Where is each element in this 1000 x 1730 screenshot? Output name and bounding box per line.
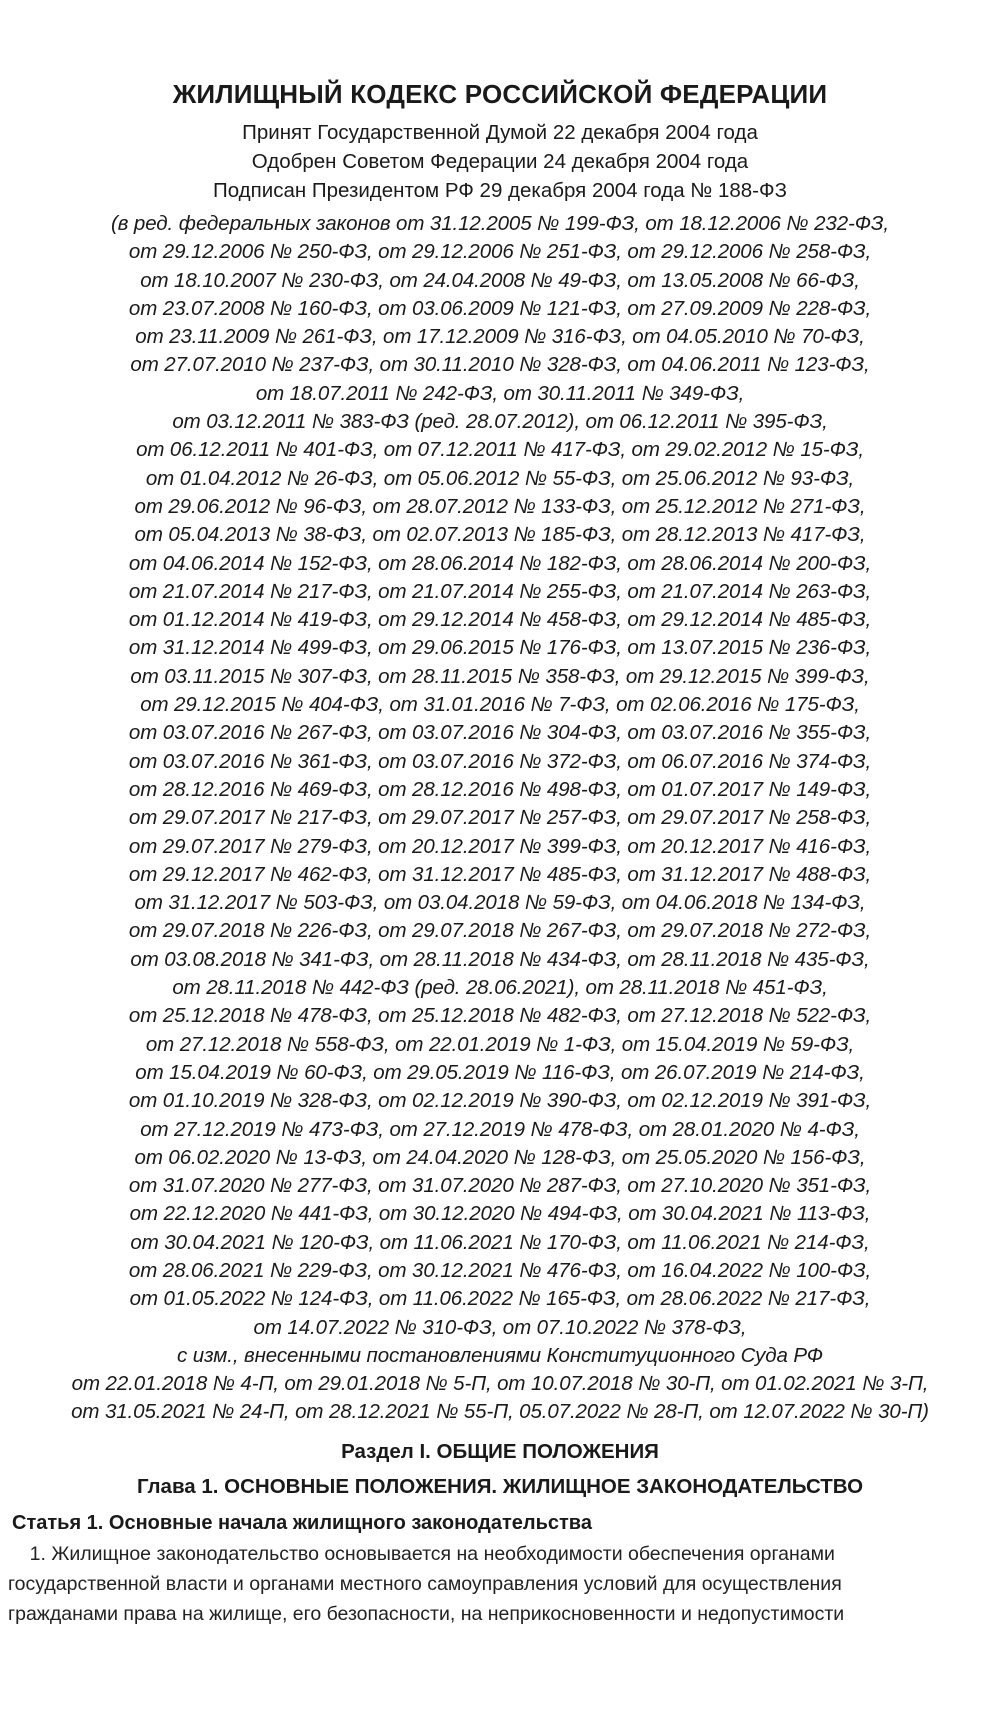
adoption-line-duma: Принят Государственной Думой 22 декабря 2004 года bbox=[242, 121, 758, 144]
amendment-line: от 29.07.2017 № 217-ФЗ, от 29.07.2017 № 257-ФЗ, от 29.07.2017 № 258-ФЗ, bbox=[128, 806, 872, 830]
amendment-line: от 30.04.2021 № 120-ФЗ, от 11.06.2021 № 170-ФЗ, от 11.06.2021 № 214-ФЗ, bbox=[130, 1230, 870, 1254]
amendment-line: от 03.07.2016 № 267-ФЗ, от 03.07.2016 № 304-ФЗ, от 03.07.2016 № 355-ФЗ, bbox=[128, 721, 872, 745]
amendment-line: от 06.02.2020 № 13-ФЗ, от 24.04.2020 № 128-ФЗ, от 25.05.2020 № 156-ФЗ, bbox=[134, 1145, 866, 1169]
amendment-line: от 31.12.2014 № 499-ФЗ, от 29.06.2015 № 176-ФЗ, от 13.07.2015 № 236-ФЗ, bbox=[128, 636, 872, 660]
amendment-line: от 25.12.2018 № 478-ФЗ, от 25.12.2018 № 482-ФЗ, от 27.12.2018 № 522-ФЗ, bbox=[128, 1004, 872, 1028]
amendment-line: от 27.07.2010 № 237-ФЗ, от 30.11.2010 № 328-ФЗ, от 04.06.2011 № 123-ФЗ, bbox=[130, 353, 870, 377]
amendment-line: от 31.12.2017 № 503-ФЗ, от 03.04.2018 № 59-ФЗ, от 04.06.2018 № 134-ФЗ, bbox=[134, 891, 866, 915]
amendment-line: от 03.08.2018 № 341-ФЗ, от 28.11.2018 № 434-ФЗ, от 28.11.2018 № 435-ФЗ, bbox=[130, 947, 870, 971]
amendment-line: от 01.04.2012 № 26-ФЗ, от 05.06.2012 № 55-ФЗ, от 25.06.2012 № 93-ФЗ, bbox=[145, 466, 855, 490]
section-title: Раздел I. ОБЩИЕ ПОЛОЖЕНИЯ bbox=[341, 1440, 659, 1463]
amendment-line: от 01.05.2022 № 124-ФЗ, от 11.06.2022 № 165-ФЗ, от 28.06.2022 № 217-ФЗ, bbox=[129, 1287, 871, 1311]
amendment-line: от 28.06.2021 № 229-ФЗ, от 30.12.2021 № 476-ФЗ, от 16.04.2022 № 100-ФЗ, bbox=[128, 1258, 872, 1282]
amendment-line: от 03.07.2016 № 361-ФЗ, от 03.07.2016 № 372-ФЗ, от 06.07.2016 № 374-ФЗ, bbox=[128, 749, 872, 773]
amendment-line: от 01.12.2014 № 419-ФЗ, от 29.12.2014 № 458-ФЗ, от 29.12.2014 № 485-ФЗ, bbox=[128, 608, 872, 632]
amendment-line: от 05.04.2013 № 38-ФЗ, от 02.07.2013 № 185-ФЗ, от 28.12.2013 № 417-ФЗ, bbox=[134, 523, 866, 547]
amendment-line: от 29.12.2015 № 404-ФЗ, от 31.01.2016 № 7-ФЗ, от 02.06.2016 № 175-ФЗ, bbox=[140, 693, 860, 717]
amendment-line: от 01.10.2019 № 328-ФЗ, от 02.12.2019 № 390-ФЗ, от 02.12.2019 № 391-ФЗ, bbox=[128, 1089, 872, 1113]
adoption-line-federation-council: Одобрен Советом Федерации 24 декабря 2004 года bbox=[251, 150, 749, 173]
article-body-line: 1. Жилищное законодательство основывается на необходимости обеспечения органами bbox=[8, 1543, 835, 1565]
amendment-line: от 31.05.2021 № 24-П, от 28.12.2021 № 55-П, 05.07.2022 № 28-П, от 12.07.2022 № 30-П) bbox=[71, 1400, 929, 1424]
amendment-line: от 29.07.2018 № 226-ФЗ, от 29.07.2018 № 267-ФЗ, от 29.07.2018 № 272-ФЗ, bbox=[128, 919, 872, 943]
amendments-list bbox=[0, 210, 1000, 1427]
article-title: Статья 1. Основные начала жилищного законодательства bbox=[12, 1512, 592, 1534]
amendment-line: от 21.07.2014 № 217-ФЗ, от 21.07.2014 № 255-ФЗ, от 21.07.2014 № 263-ФЗ, bbox=[128, 579, 872, 603]
amendment-line: от 03.11.2015 № 307-ФЗ, от 28.11.2015 № 358-ФЗ, от 29.12.2015 № 399-ФЗ, bbox=[130, 664, 870, 688]
amendment-line: от 03.12.2011 № 383-ФЗ (ред. 28.07.2012), от 06.12.2011 № 395-ФЗ, bbox=[172, 410, 828, 434]
amendment-line: от 29.07.2017 № 279-ФЗ, от 20.12.2017 № 399-ФЗ, от 20.12.2017 № 416-ФЗ, bbox=[128, 834, 872, 858]
amendment-line: (в ред. федеральных законов от 31.12.2005 № 199-ФЗ, от 18.12.2006 № 232-ФЗ, bbox=[111, 212, 889, 235]
amendment-line: от 29.06.2012 № 96-ФЗ, от 28.07.2012 № 133-ФЗ, от 25.12.2012 № 271-ФЗ, bbox=[134, 494, 866, 518]
article-body bbox=[8, 1539, 984, 1629]
chapter-title: Глава 1. ОСНОВНЫЕ ПОЛОЖЕНИЯ. ЖИЛИЩНОЕ ЗАКОНОДАТЕЛЬСТВО bbox=[136, 1475, 864, 1498]
amendment-line: от 23.11.2009 № 261-ФЗ, от 17.12.2009 № 316-ФЗ, от 04.05.2010 № 70-ФЗ, bbox=[135, 325, 865, 349]
amendment-line: от 15.04.2019 № 60-ФЗ, от 29.05.2019 № 116-ФЗ, от 26.07.2019 № 214-ФЗ, bbox=[135, 1060, 865, 1084]
amendment-line: от 29.12.2006 № 250-ФЗ, от 29.12.2006 № 251-ФЗ, от 29.12.2006 № 258-ФЗ, bbox=[128, 240, 872, 264]
amendment-line: от 27.12.2019 № 473-ФЗ, от 27.12.2019 № 478-ФЗ, от 28.01.2020 № 4-ФЗ, bbox=[140, 1117, 860, 1141]
amendment-line: от 28.11.2018 № 442-ФЗ (ред. 28.06.2021), от 28.11.2018 № 451-ФЗ, bbox=[172, 976, 828, 1000]
article-body-line: государственной власти и органами местного самоуправления условий для осуществления bbox=[8, 1573, 842, 1595]
amendment-line: с изм., внесенными постановлениями Конституционного Суда РФ bbox=[177, 1343, 823, 1367]
amendment-line: от 29.12.2017 № 462-ФЗ, от 31.12.2017 № 485-ФЗ, от 31.12.2017 № 488-ФЗ, bbox=[128, 862, 872, 886]
amendment-line: от 28.12.2016 № 469-ФЗ, от 28.12.2016 № 498-ФЗ, от 01.07.2017 № 149-ФЗ, bbox=[128, 777, 872, 801]
document-title: ЖИЛИЩНЫЙ КОДЕКС РОССИЙСКОЙ ФЕДЕРАЦИИ bbox=[172, 79, 828, 109]
amendment-line: от 04.06.2014 № 152-ФЗ, от 28.06.2014 № 182-ФЗ, от 28.06.2014 № 200-ФЗ, bbox=[128, 551, 872, 575]
amendment-line: от 22.12.2020 № 441-ФЗ, от 30.12.2020 № 494-ФЗ, от 30.04.2021 № 113-ФЗ, bbox=[129, 1202, 871, 1226]
article-body-line: гражданами права на жилище, его безопасности, на неприкосновенности и недопустимости bbox=[8, 1603, 845, 1625]
amendment-line: от 18.10.2007 № 230-ФЗ, от 24.04.2008 № 49-ФЗ, от 13.05.2008 № 66-ФЗ, bbox=[140, 268, 860, 292]
amendment-line: от 27.12.2018 № 558-ФЗ, от 22.01.2019 № 1-ФЗ, от 15.04.2019 № 59-ФЗ, bbox=[145, 1032, 855, 1056]
amendment-line: от 18.07.2011 № 242-ФЗ, от 30.11.2011 № 349-ФЗ, bbox=[255, 381, 745, 405]
amendment-line: от 14.07.2022 № 310-ФЗ, от 07.10.2022 № 378-ФЗ, bbox=[253, 1315, 747, 1339]
amendment-line: от 22.01.2018 № 4-П, от 29.01.2018 № 5-П, от 10.07.2018 № 30-П, от 01.02.2021 № 3-П, bbox=[71, 1372, 929, 1396]
amendment-line: от 06.12.2011 № 401-ФЗ, от 07.12.2011 № 417-ФЗ, от 29.02.2012 № 15-ФЗ, bbox=[136, 438, 864, 462]
amendment-line: от 31.07.2020 № 277-ФЗ, от 31.07.2020 № 287-ФЗ, от 27.10.2020 № 351-ФЗ, bbox=[128, 1174, 872, 1198]
adoption-line-president: Подписан Президентом РФ 29 декабря 2004 года № 188-ФЗ bbox=[213, 179, 787, 202]
amendment-line: от 23.07.2008 № 160-ФЗ, от 03.06.2009 № 121-ФЗ, от 27.09.2009 № 228-ФЗ, bbox=[128, 296, 872, 320]
